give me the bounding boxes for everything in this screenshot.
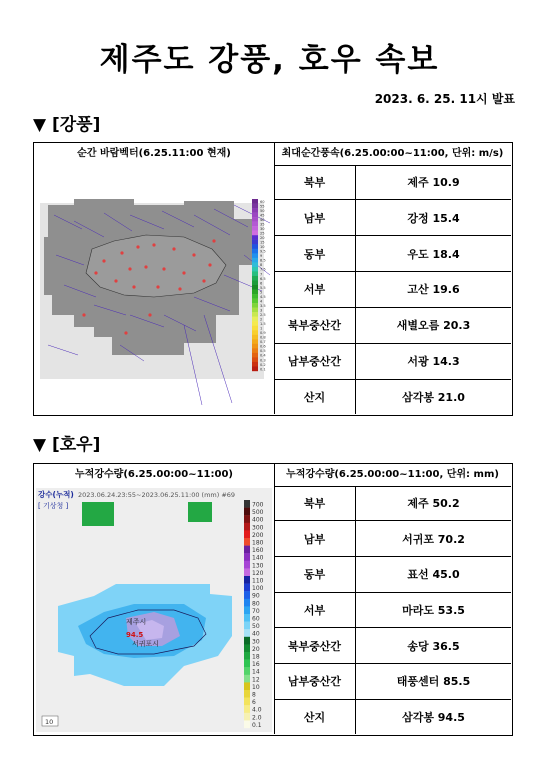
legend-swatch [244,675,250,683]
legend-tick-label: 80 [252,600,260,608]
legend-tick-label: 300 [252,524,264,532]
value-cell: 송당 36.5 [356,628,512,664]
legend-tick-label: 0.5 [260,349,266,354]
wind-vector-map [34,165,275,414]
legend-swatch [252,335,258,340]
region-cell: 서부 [274,592,356,628]
legend-tick-label: 3.5 [260,303,266,308]
legend-tick-label: 40 [260,217,265,222]
legend-tick-label: 5.5 [260,285,266,290]
legend-swatch [252,317,258,322]
legend-tick-label: 12 [252,676,260,684]
legend-swatch [252,366,258,371]
legend-swatch [244,667,250,675]
legend-tick-label: 20 [252,645,260,653]
legend-swatch [244,690,250,698]
rain-table [33,463,513,736]
value-cell: 고산 19.6 [356,272,512,308]
legend-swatch [252,290,258,295]
rain-amount-table [274,486,511,734]
wind-row [274,200,511,236]
legend-tick-label: 25 [260,231,265,236]
legend-swatch [244,523,250,531]
rain-max-value: 94.5 [126,631,144,639]
legend-swatch [244,629,250,637]
legend-swatch [252,326,258,331]
legend-swatch [252,312,258,317]
wind-section-title: ▼ [강풍] [33,115,101,135]
legend-swatch [252,244,258,249]
legend-swatch [244,660,250,668]
wind-row [274,343,511,379]
legend-swatch [252,199,258,204]
legend-swatch [244,644,250,652]
legend-swatch [252,217,258,222]
wind-table [33,142,513,416]
legend-tick-label: 60 [260,199,265,204]
value-cell: 제주 50.2 [356,486,512,521]
wind-row [274,236,511,272]
legend-swatch [252,231,258,236]
region-cell: 산지 [274,699,356,734]
legend-swatch [244,538,250,546]
region-cell: 북부중산간 [274,628,356,664]
region-cell: 산지 [274,379,356,414]
legend-tick-label: 0.2 [260,362,266,367]
legend-tick-label: 100 [252,585,264,593]
legend-tick-label: 0.1 [252,721,262,729]
legend-tick-label: 7.5 [260,267,266,272]
legend-tick-label: 2.5 [260,313,266,318]
legend-tick-label: 7 [260,272,263,277]
legend-swatch [252,208,258,213]
legend-tick-label: 5 [260,290,263,295]
legend-tick-label: 2 [260,317,263,322]
legend-swatch [252,285,258,290]
legend-tick-label: 20 [260,236,265,241]
value-cell: 새별오름 20.3 [356,307,512,343]
legend-tick-label: 10 [260,245,265,250]
legend-tick-label: 60 [252,615,260,623]
value-cell: 서귀포 70.2 [356,521,512,557]
legend-tick-label: 1.5 [260,322,266,327]
legend-swatch [252,299,258,304]
legend-tick-label: 10 [252,683,260,691]
legend-tick-label: 4.5 [260,294,266,299]
page-title: 제주도 강풍, 호우 속보 [99,42,440,78]
legend-tick-label: 700 [252,501,264,509]
legend-swatch [244,652,250,660]
legend-tick-label: 35 [260,222,265,227]
legend-swatch [244,515,250,523]
legend-swatch [244,576,250,584]
value-cell: 표선 45.0 [356,556,512,592]
legend-tick-label: 1 [260,326,263,331]
legend-swatch [244,698,250,706]
legend-swatch [244,720,250,728]
legend-tick-label: 14 [252,668,260,676]
legend-swatch [252,249,258,254]
legend-tick-label: 2.0 [252,714,262,722]
legend-swatch [252,321,258,326]
legend-swatch [244,561,250,569]
legend-tick-label: 50 [252,623,260,631]
wind-map-svg [34,165,274,414]
legend-swatch [252,344,258,349]
wind-map-header: 순간 바람벡터(6.25.11:00 현재) [34,143,275,166]
region-cell: 남부 [274,521,356,557]
legend-tick-label: 4 [260,299,263,304]
legend-tick-label: 6 [260,281,263,286]
legend-swatch [252,357,258,362]
region-cell: 북부중산간 [274,307,356,343]
legend-swatch [252,348,258,353]
legend-tick-label: 140 [252,554,264,562]
legend-tick-label: 4.0 [252,706,262,714]
legend-tick-label: 0.6 [260,344,266,349]
region-cell: 남부 [274,200,356,236]
legend-tick-label: 0.1 [260,367,266,372]
rain-section-title: ▼ [호우] [33,435,101,455]
legend-tick-label: 50 [260,208,265,213]
legend-swatch [252,303,258,308]
region-cell: 북부 [274,486,356,521]
legend-swatch [252,353,258,358]
legend-swatch [252,262,258,267]
legend-swatch [244,599,250,607]
legend-swatch [244,622,250,630]
value-cell: 제주 10.9 [356,165,512,200]
rain-cell-nw [82,502,114,526]
value-cell: 삼각봉 94.5 [402,710,465,724]
region-cell: 북부 [274,165,356,200]
map-scale-label: 10 [45,718,54,726]
legend-tick-label: 0.8 [260,335,266,340]
legend-tick-label: 160 [252,547,264,555]
rain-row [274,628,511,664]
rain-map-header: 누적강수량(6.25.00:00~11:00) [34,464,275,487]
rain-map-source: [ 기상청 ] [38,502,69,510]
legend-swatch [252,267,258,272]
rain-row [274,664,511,700]
legend-tick-label: 0.3 [260,358,266,363]
legend-swatch [244,553,250,561]
value-cell: 서광 14.3 [356,343,512,379]
legend-swatch [252,222,258,227]
legend-tick-label: 9 [260,254,263,259]
announcement-date: 2023. 6. 25. 11시 발표 [374,92,515,106]
legend-tick-label: 90 [252,592,260,600]
legend-tick-label: 9.5 [260,249,266,254]
legend-swatch [244,500,250,508]
legend-tick-label: 30 [252,638,260,646]
legend-swatch [244,705,250,713]
legend-tick-label: 200 [252,531,264,539]
legend-tick-label: 30 [260,227,265,232]
legend-swatch [252,308,258,313]
legend-tick-label: 70 [252,607,260,615]
legend-swatch [252,271,258,276]
legend-swatch [244,606,250,614]
wind-legend [252,199,266,371]
legend-swatch [252,330,258,335]
rain-row [274,592,511,628]
legend-tick-label: 180 [252,539,264,547]
legend-tick-label: 8.5 [260,258,266,263]
legend-swatch [244,614,250,622]
legend-swatch [244,530,250,538]
legend-tick-label: 130 [252,562,264,570]
legend-swatch [252,280,258,285]
legend-tick-label: 45 [260,213,265,218]
wind-row [274,379,511,414]
legend-tick-label: 16 [252,661,260,669]
legend-swatch [244,568,250,576]
legend-tick-label: 8 [260,263,263,268]
rain-cell-ne [188,502,212,522]
legend-tick-label: 15 [260,240,265,245]
legend-swatch [244,584,250,592]
rain-map-period: 2023.06.24.23:55~2023.06.25.11:00 (mm) #69 [78,491,236,499]
value-cell: 삼각봉 21.0 [402,390,465,404]
legend-swatch [252,240,258,245]
value-cell: 마라도 53.5 [356,592,512,628]
rain-map-title: 강수(누적) [38,490,74,499]
legend-swatch [252,213,258,218]
legend-swatch [252,362,258,367]
legend-swatch [252,235,258,240]
legend-swatch [252,226,258,231]
rain-table-header: 누적강수량(6.25.00:00~11:00, 단위: mm) [274,464,511,487]
region-cell: 남부중산간 [274,343,356,379]
legend-tick-label: 0.9 [260,331,266,336]
value-cell: 태풍센터 85.5 [356,664,512,700]
legend-swatch [252,339,258,344]
value-cell: 우도 18.4 [356,236,512,272]
legend-swatch [252,253,258,258]
legend-tick-label: 3 [260,308,263,313]
wind-row [274,307,511,343]
legend-tick-label: 40 [252,630,260,638]
rain-row [274,521,511,557]
rain-row [274,556,511,592]
legend-swatch [252,204,258,209]
legend-tick-label: 18 [252,653,260,661]
legend-tick-label: 500 [252,509,264,517]
legend-swatch [244,682,250,690]
legend-swatch [244,546,250,554]
rain-map-svg [34,486,274,734]
legend-swatch [252,258,258,263]
rain-row [274,486,511,521]
region-cell: 남부중산간 [274,664,356,700]
wind-row [274,272,511,308]
legend-tick-label: 0.4 [260,353,266,358]
region-cell: 동부 [274,556,356,592]
region-cell: 서부 [274,272,356,308]
region-cell: 동부 [274,236,356,272]
legend-tick-label: 0.7 [260,340,266,345]
value-cell: 강정 15.4 [356,200,512,236]
legend-tick-label: 8 [252,691,256,699]
wind-row [274,165,511,200]
legend-tick-label: 55 [260,204,265,209]
legend-tick-label: 6 [252,699,256,707]
wind-speed-table [274,165,511,414]
legend-swatch [244,508,250,516]
legend-swatch [244,713,250,721]
legend-swatch [252,294,258,299]
legend-swatch [252,276,258,281]
seogwipo-city-label: 서귀포시 [132,640,160,648]
legend-tick-label: 400 [252,516,264,524]
legend-tick-label: 6.5 [260,276,266,281]
jeju-city-label: 제주시 [126,618,147,626]
legend-swatch [244,637,250,645]
legend-tick-label: 110 [252,577,264,585]
legend-tick-label: 120 [252,569,264,577]
rain-row [274,699,511,734]
legend-swatch [244,591,250,599]
wind-table-header: 최대순간풍속(6.25.00:00~11:00, 단위: m/s) [274,143,511,166]
rain-accumulation-map [34,486,275,734]
